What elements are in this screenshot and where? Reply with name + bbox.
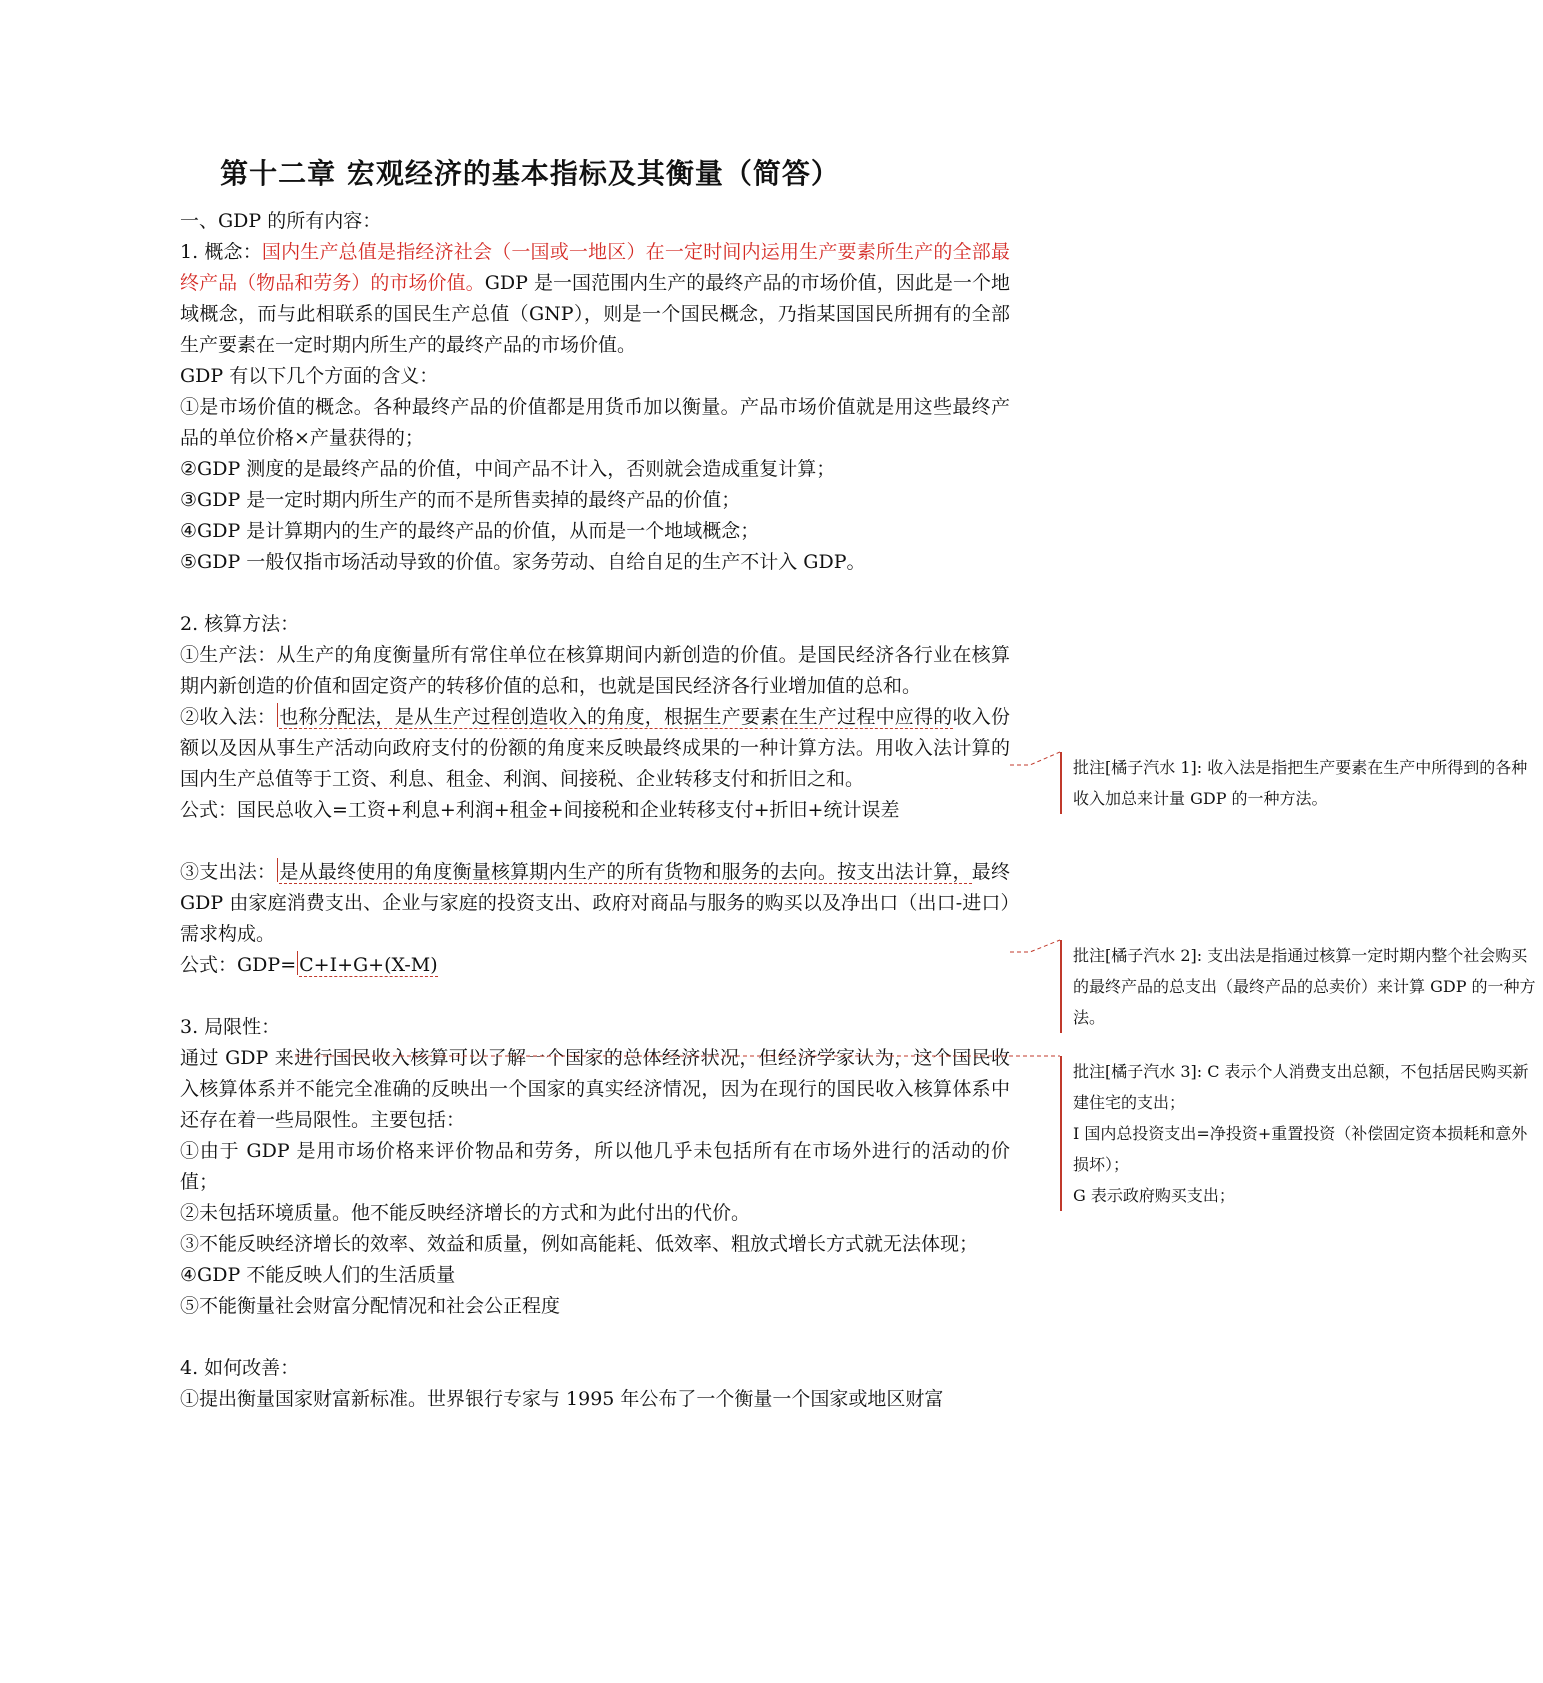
comment-text: 批注[橘子汽水 2]: 支出法是指通过核算一定时期内整个社会购买的最终产品的总支出（最终产品的总卖价）来计算 GDP 的一种方法。 xyxy=(1073,946,1536,1027)
limitation-item: ⑤不能衡量社会财富分配情况和社会公正程度 xyxy=(180,1295,561,1317)
expenditure-label: ③支出法： xyxy=(180,861,277,883)
formula-value: C+I+G+(X-M) xyxy=(299,954,438,976)
meaning-item: ②GDP 测度的是最终产品的价值，中间产品不计入，否则就会造成重复计算； xyxy=(180,458,836,480)
improvement-item: ①提出衡量国家财富新标准。世界银行专家与 1995 年公布了一个衡量一个国家或地区财富 xyxy=(180,1388,944,1410)
section-4-heading: 4. 如何改善： xyxy=(180,1357,300,1379)
income-method xyxy=(180,702,1010,795)
limitation-item: ④GDP 不能反映人们的生活质量 xyxy=(180,1264,456,1286)
income-formula: 公式：国民总收入=工资+利息+利润+租金+间接税和企业转移支付+折旧+统计误差 xyxy=(180,799,900,821)
income-text: 收入份额以及因从事生产活动向政府支付的份额的角度来反映最终成果的一种计算方法。用收入法计算的国内生产总值等于工资、利息、租金、利润、间接税、企业转移支付和折旧之和。 xyxy=(180,706,1010,790)
income-first-line: 也称分配法，是从生产过程创造收入的角度，根据生产要素在生产过程中应得的 xyxy=(279,706,953,728)
expenditure-text: 最终 GDP 由家庭消费支出、企业与家庭的投资支出、政府对商品与服务的购买以及净出口（出口-进口）需求构成。 xyxy=(180,861,1010,945)
page-title: 第十二章 宏观经济的基本指标及其衡量（简答） xyxy=(220,157,840,190)
concept-paragraph xyxy=(180,237,1010,361)
limitations-intro: 通过 GDP 来进行国民收入核算可以了解一个国家的总体经济状况，但经济学家认为，这个国民收入核算体系并不能完全准确的反映出一个国家的真实经济情况，因为在现行的国民收入核算体系中还存在着一些局限性。主要包括： xyxy=(180,1047,1010,1131)
comment-balloon-3[interactable] xyxy=(1060,1056,1543,1211)
concept-definition: 国内生产总值是指经济社会（一国或一地区）在一定时间内运用生产要素所生产的全部最终产品（物品和劳务）的市场价值。 xyxy=(180,241,1010,294)
comment-balloon-2[interactable] xyxy=(1060,940,1543,1033)
meaning-item: ①是市场价值的概念。各种最终产品的价值都是用货币加以衡量。产品市场价值就是用这些最终产品的单位价格×产量获得的； xyxy=(180,396,1010,449)
limitation-item: ③不能反映经济增长的效率、效益和质量，例如高能耗、低效率、粗放式增长方式就无法体现； xyxy=(180,1233,979,1255)
meaning-item: ④GDP 是计算期内的生产的最终产品的价值，从而是一个地域概念； xyxy=(180,520,760,542)
section-3-heading: 3. 局限性： xyxy=(180,1016,281,1038)
expenditure-first-line: 是从最终使用的角度衡量核算期内生产的所有货物和服务的去向。按支出法计算， xyxy=(279,861,972,883)
comment-text: 批注[橘子汽水 1]: 收入法是指把生产要素在生产中所得到的各种收入加总来计量 GDP 的一种方法。 xyxy=(1073,758,1528,808)
section-2-heading: 2. 核算方法： xyxy=(180,613,300,635)
production-method: ①生产法：从生产的角度衡量所有常住单位在核算期间内新创造的价值。是国民经济各行业在核算期内新创造的价值和固定资产的转移价值的总和，也就是国民经济各行业增加值的总和。 xyxy=(180,644,1010,697)
comment-balloon-1[interactable] xyxy=(1060,752,1543,814)
expenditure-formula xyxy=(180,950,1010,981)
limitation-item: ②未包括环境质量。他不能反映经济增长的方式和为此付出的代价。 xyxy=(180,1202,751,1224)
limitation-item: ①由于 GDP 是用市场价格来评价物品和劳务，所以他几乎未包括所有在市场外进行的活动的价值； xyxy=(180,1140,1010,1193)
comment-text: 批注[橘子汽水 3]: C 表示个人消费支出总额，不包括居民购买新建住宅的支出； xyxy=(1073,1062,1529,1112)
concept-label: 1. 概念： xyxy=(180,241,262,263)
section-1-heading: 一、GDP 的所有内容： xyxy=(180,210,382,232)
meanings-intro: GDP 有以下几个方面的含义： xyxy=(180,365,439,387)
comment-text: I 国内总投资支出=净投资+重置投资（补偿固定资本损耗和意外损坏）； xyxy=(1073,1124,1528,1174)
document-body xyxy=(180,206,1010,1415)
comment-anchor-3[interactable] xyxy=(297,951,298,975)
comment-text: G 表示政府购买支出； xyxy=(1073,1186,1235,1205)
meaning-item: ③GDP 是一定时期内所生产的而不是所售卖掉的最终产品的价值； xyxy=(180,489,741,511)
formula-label: 公式：GDP= xyxy=(180,954,297,976)
concept-text: GDP 是一国范围内生产的最终产品的市场价值，因此是一个地域概念，而与此相联系的国民生产总值（GNP），则是一个国民概念，乃指某国国民所拥有的全部生产要素在一定时期内所生产的最终产品的市场价值。 xyxy=(180,272,1010,356)
income-label: ②收入法： xyxy=(180,706,277,728)
meaning-item: ⑤GDP 一般仅指市场活动导致的价值。家务劳动、自给自足的生产不计入 GDP。 xyxy=(180,551,866,573)
expenditure-method xyxy=(180,857,1010,950)
comment-connector-1 xyxy=(1010,752,1060,765)
comment-connector-2 xyxy=(1010,940,1060,952)
